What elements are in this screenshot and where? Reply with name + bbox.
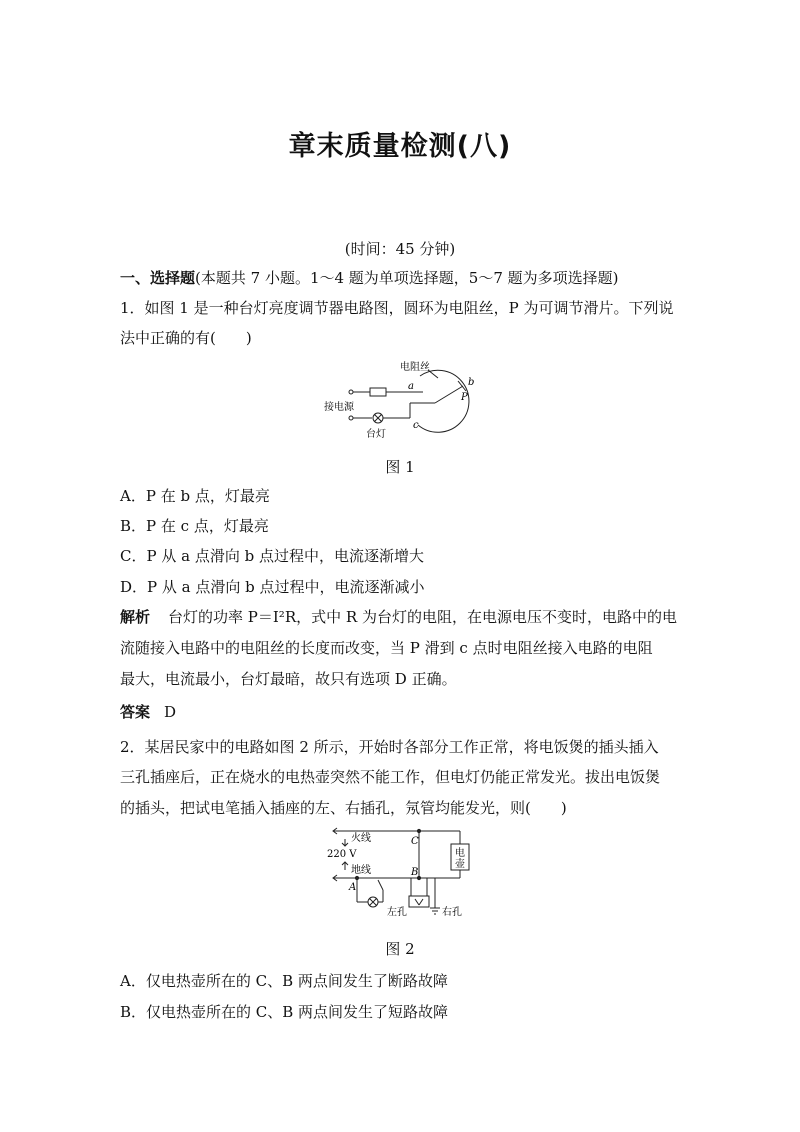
figure-1-circuit [320,356,500,448]
q1-stem-line-1: 1．如图 1 是一种台灯亮度调节器电路图，圆环为电阻丝，P 为可调节滑片。下列说 [120,299,674,317]
label-kettle-2: 壶 [455,859,465,870]
label-right-hole: 右孔 [442,907,462,918]
figure-1-caption: 图 1 [385,458,415,476]
q1-analysis-line-1 [120,607,677,627]
q1-analysis-line-3: 最大，电流最小，台灯最暗，故只有选项 D 正确。 [120,670,457,688]
time-note: (时间：45 分钟) [344,240,456,258]
answer-value: D [164,703,177,721]
resistor-icon [370,388,386,396]
figure-2-caption: 图 2 [385,940,415,958]
q1-option-a: A．P 在 b 点，灯最亮 [120,487,270,505]
switch-icon [378,880,383,890]
label-b-node: B [411,867,419,878]
label-a: a [408,381,414,392]
label-left-hole: 左孔 [387,907,407,918]
label-resistance-wire: 电阻丝 [400,362,430,373]
label-neutral: 地线 [351,865,371,876]
label-b: b [468,377,475,388]
analysis-label: 解析 [120,608,151,626]
section-note: (本题共 7 小题。1～4 题为单项选择题，5～7 题为多项选择题) [195,269,619,287]
q1-stem-line-2: 法中正确的有( ) [120,329,252,347]
q1-analysis-line-2: 流随接入电路中的电阻丝的长度而改变，当 P 滑到 c 点时电阻丝接入电路的电阻 [120,639,653,657]
q2-stem-line-1: 2．某居民家中的电路如图 2 所示，开始时各部分工作正常，将电饭煲的插头插入 [120,738,659,756]
analysis-text-1: 台灯的功率 P＝I²R，式中 R 为台灯的电阻，在电源电压不变时，电路中的电 [168,608,677,626]
section-heading: 一、选择题 [120,269,196,287]
page-title: 章末质量检测(八) [288,131,512,162]
section-header [120,268,619,288]
label-p: P [461,392,468,403]
slider-p [435,386,463,403]
socket-box [409,896,429,907]
answer-label: 答案 [120,703,151,721]
q1-option-b: B．P 在 c 点，灯最亮 [120,517,269,535]
q1-answer [120,702,176,722]
label-c: c [413,420,419,431]
label-lamp: 台灯 [366,429,386,440]
q2-stem-line-3: 的插头，把试电笔插入插座的左、右插孔，氖管均能发光，则( ) [120,799,567,817]
label-c-node: C [411,836,419,847]
q1-option-d: D．P 从 a 点滑向 b 点过程中，电流逐渐减小 [120,578,425,596]
figure-2-circuit [325,824,485,920]
q1-option-c: C．P 从 a 点滑向 b 点过程中，电流逐渐增大 [120,547,424,565]
label-kettle-1: 电 [455,848,465,859]
label-a-node: A [349,882,357,893]
label-voltage: 220 V [327,849,357,860]
q2-option-a: A．仅电热壶所在的 C、B 两点间发生了断路故障 [120,972,448,990]
q2-option-b: B．仅电热壶所在的 C、B 两点间发生了短路故障 [120,1003,449,1021]
label-power: 接电源 [324,402,354,413]
label-live: 火线 [351,833,371,844]
q2-stem-line-2: 三孔插座后，正在烧水的电热壶突然不能工作，但电灯仍能正常发光。拔出电饭煲 [120,768,661,786]
